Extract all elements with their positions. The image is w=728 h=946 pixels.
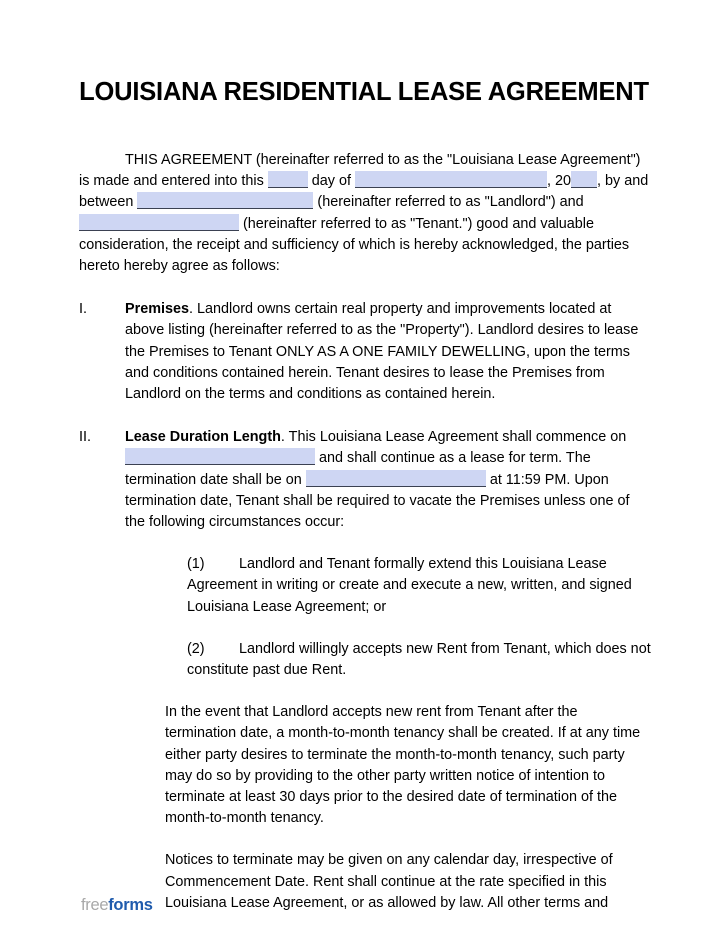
list-item (187, 639, 652, 681)
intro-text-part6: (hereinafter referred to as "Tenant.") good and valuable consideration, the receipt and sufficiency of which is hereby acknowledged, the parties hereto hereby agree as follows: (79, 215, 630, 275)
document-body (79, 150, 652, 914)
commencement-date-field[interactable] (125, 448, 315, 465)
section-numeral-ii: II. (79, 429, 91, 446)
intro-text-part5: (hereinafter referred to as "Landlord") and (317, 194, 584, 211)
section-lease-duration-text-b: and shall continue as a lease for term. The termination date shall be on (125, 450, 591, 488)
page-title: LOUISIANA RESIDENTIAL LEASE AGREEMENT (79, 78, 649, 106)
landlord-name-field[interactable] (137, 192, 313, 209)
tenant-name-field[interactable] (79, 214, 239, 231)
sub-item-number-1: (1) (187, 556, 205, 573)
section-premises-body (125, 299, 652, 405)
section-premises (79, 299, 652, 405)
month-to-month-paragraph: In the event that Landlord accepts new rent from Tenant after the termination date, a month-to-month tenancy shall be created. If at any time either party desires to terminate the month-to-month tenancy, such party may do so by providing to the other party written notice of intention to terminate at least 30 days prior to the desired date of termination of the month-to-month tenancy. (165, 704, 641, 827)
sub-item-text-2: Landlord willingly accepts new Rent from Tenant, which does not constitute past due Rent. (187, 640, 651, 679)
freeforms-logo (81, 896, 153, 915)
intro-text-part4: , by and between (79, 173, 649, 211)
section-lease-duration-heading: Lease Duration Length (125, 429, 281, 446)
circumstances-list (187, 554, 652, 681)
day-input-field[interactable] (268, 171, 308, 188)
section-lease-duration-text-c: at 11:59 PM. Upon termination date, Tenant shall be required to vacate the Premises unless one of the following circumstances occur: (125, 471, 630, 531)
notices-paragraph: Notices to terminate may be given on any calendar day, irrespective of Commencement Date. Rent shall continue at the rate specified in this Louisiana Lease Agreement, or as allowed by law. All other terms and (165, 852, 613, 911)
sub-item-text-1: Landlord and Tenant formally extend this Louisiana Lease Agreement in writing or create and execute a new, written, and signed Louisiana Lease Agreement; or (187, 556, 632, 615)
month-input-field[interactable] (355, 171, 547, 188)
section-premises-heading: Premises (125, 301, 190, 318)
section-lease-duration (79, 427, 652, 533)
section-premises-text: . Landlord owns certain real property and improvements located at above listing (hereinafter referred to as the "Property"). Landlord desires to lease the Premises to Tenant ONLY AS A ONE FAMILY DEWELLING, upon the terms and conditions contained herein. Tenant desires to lease the Premises from Landlord on the terms and conditions as contained herein. (125, 301, 639, 403)
sub-item-number-2: (2) (187, 640, 205, 657)
logo-text-free: free (81, 896, 109, 914)
intro-text-part2: day of (311, 173, 351, 190)
termination-date-field[interactable] (306, 470, 486, 487)
intro-paragraph (79, 150, 652, 277)
section-lease-duration-body (125, 427, 652, 533)
section-lease-duration-text-a: . This Louisiana Lease Agreement shall commence on (280, 429, 627, 446)
section-numeral-i: I. (79, 301, 87, 318)
year-input-field[interactable] (571, 171, 597, 188)
intro-text-part1: THIS AGREEMENT (hereinafter referred to as the "Louisiana Lease Agreement") is made and entered into this (79, 152, 641, 190)
intro-text-part3: , 20 (547, 173, 572, 190)
list-item (187, 554, 652, 618)
logo-text-forms: forms (108, 896, 153, 914)
